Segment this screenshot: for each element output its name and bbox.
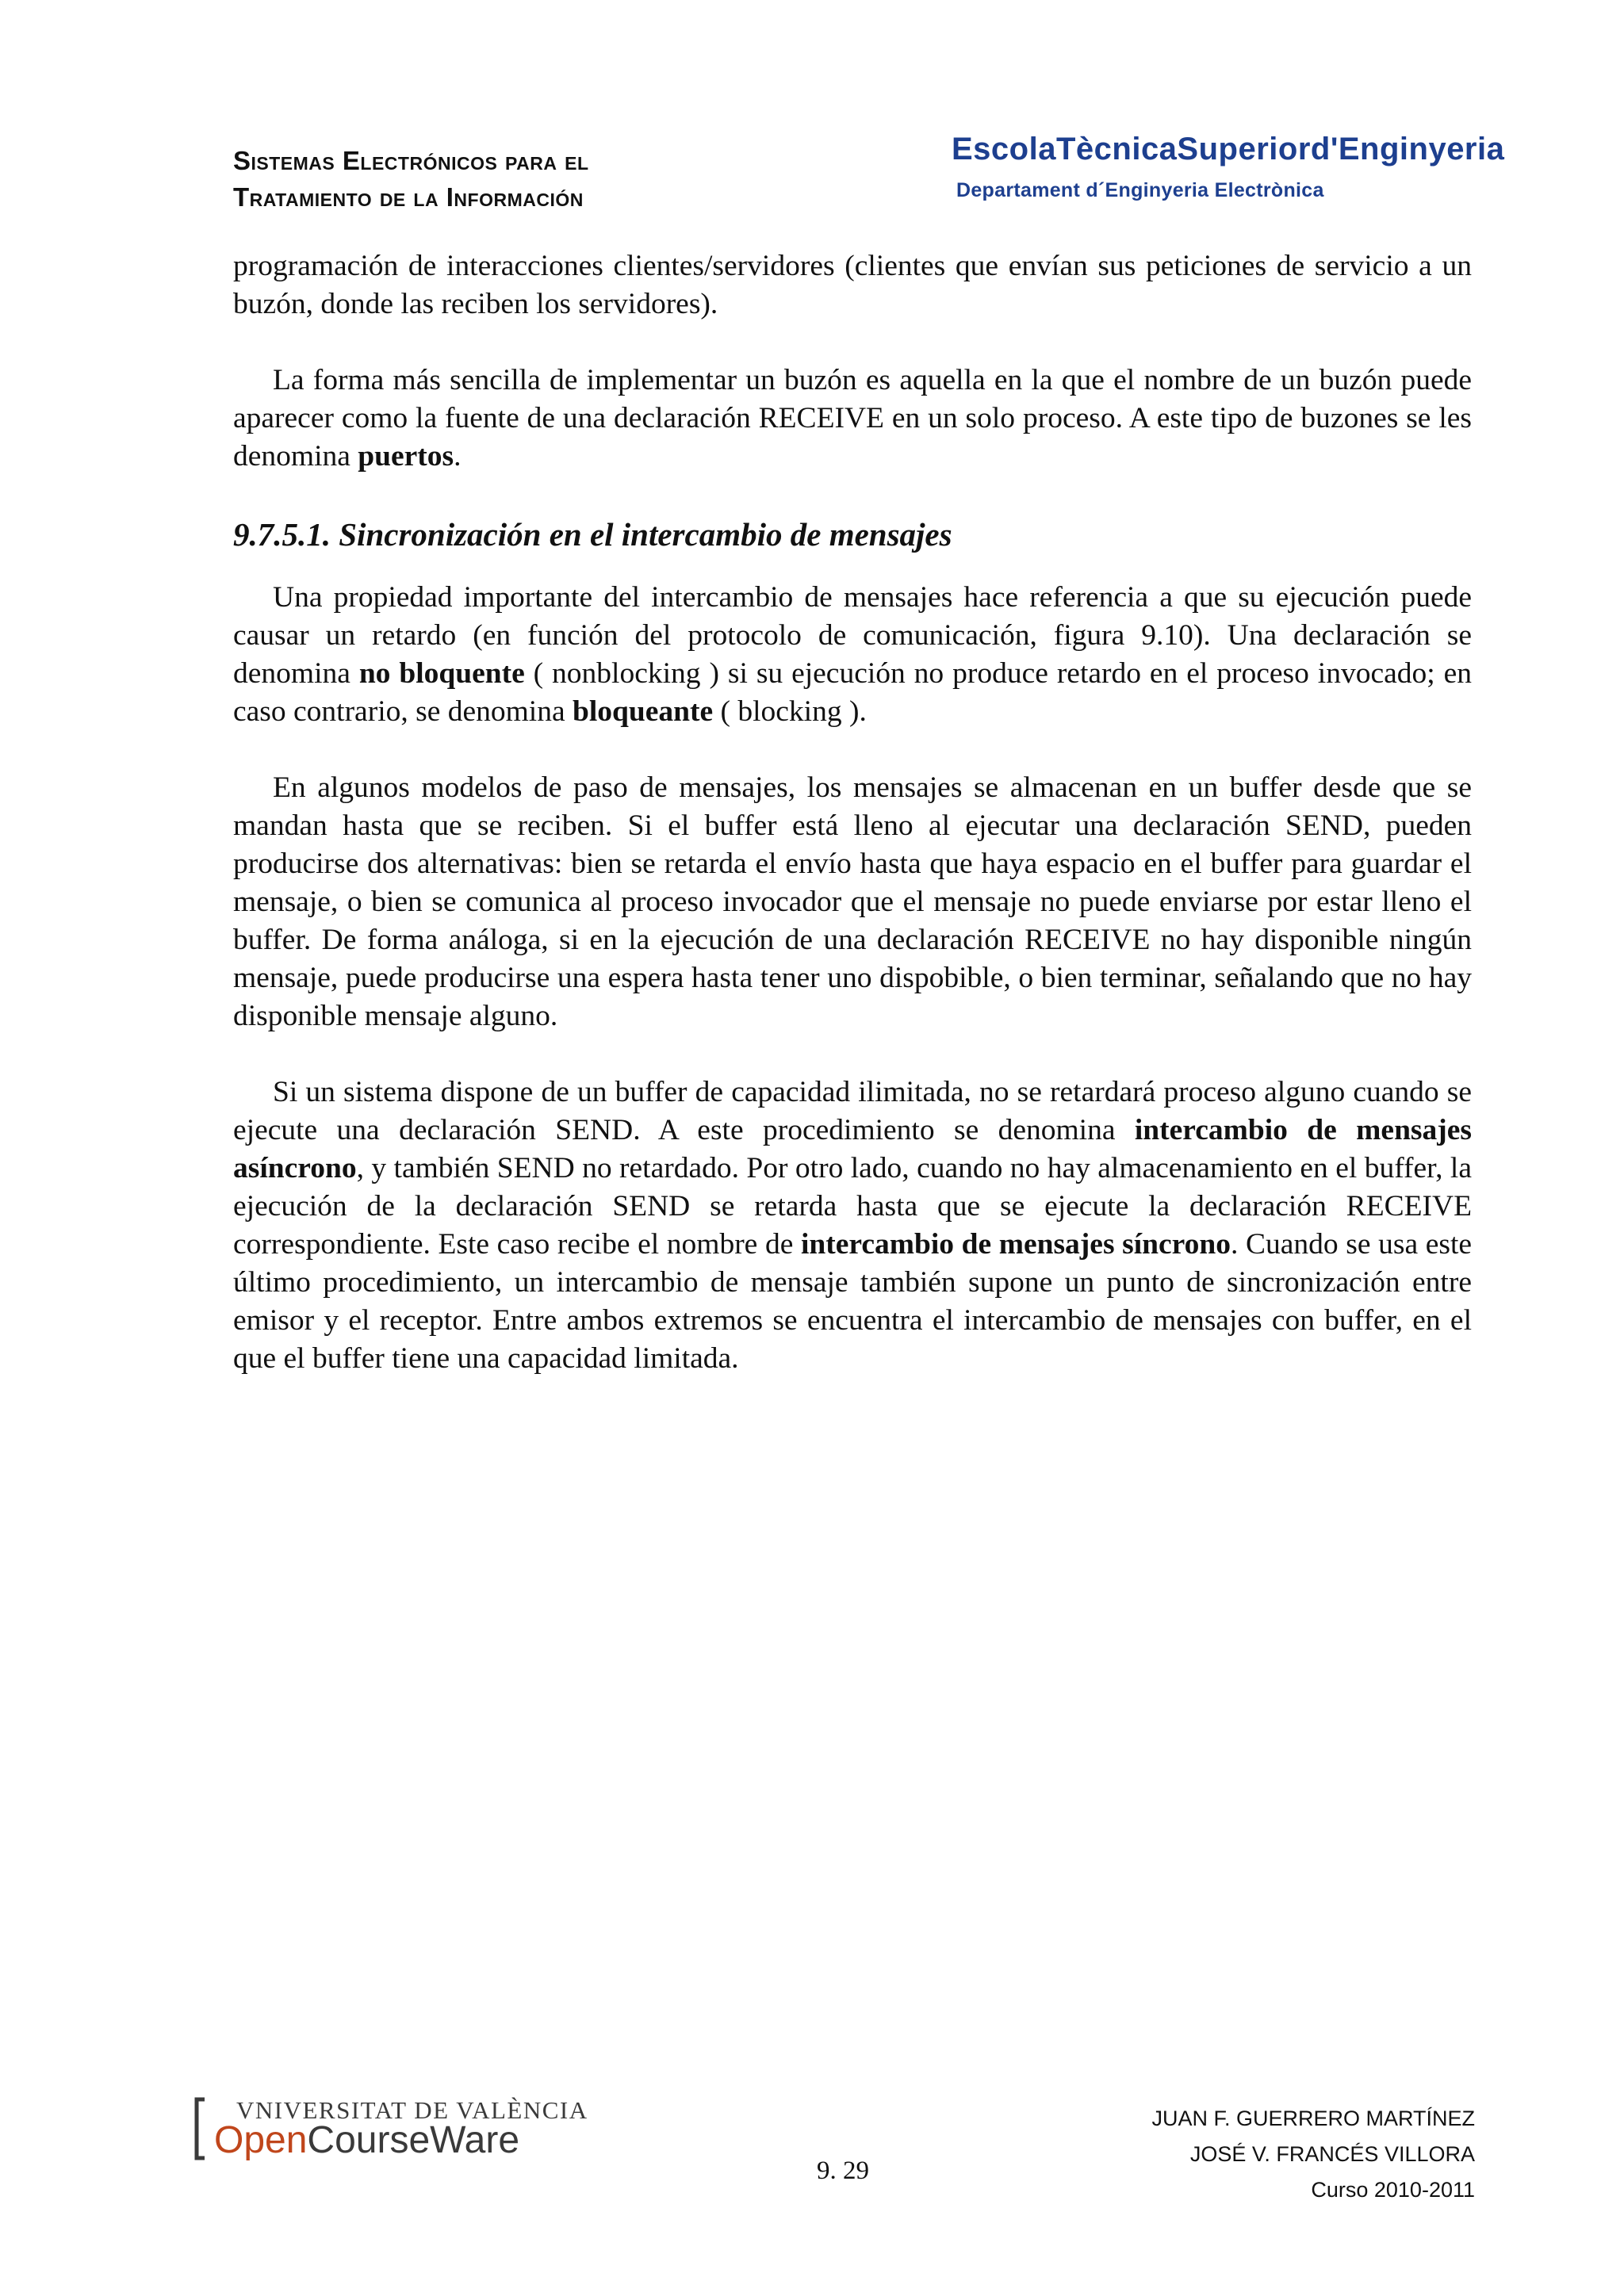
uv-logo-courseware: CourseWare [307, 2119, 520, 2161]
term-intercambio-sincrono: intercambio de mensajes síncrono [800, 1228, 1231, 1261]
etse-logo-text: EscolaTècnicaSuperiord'Enginyeria [952, 132, 1505, 166]
author-2: JOSÉ V. FRANCÉS VILLORA [1189, 2142, 1475, 2166]
course-title-line1: Sistemas Electrónicos para el [233, 146, 589, 175]
term-no-bloquente: no bloquente [358, 657, 525, 690]
authors-block [1151, 2101, 1475, 2208]
paragraph-2-text: La forma más sencilla de implementar un buzón es aquella en la que el nombre de un buzón puede aparecer como la fuente de una declaración RECEIVE en un solo proceso. A este tipo de buzones se les denomina [233, 364, 1472, 473]
paragraph-5-text: Si un sistema dispone de un buffer de capacidad ilimitada, no se retardará proceso alguno cuando se ejecute una declaración SEND. A este procedimiento se denomina [233, 1076, 1472, 1146]
main-content [233, 247, 1472, 1416]
course-title [233, 143, 589, 216]
term-puertos: puertos [358, 440, 454, 473]
section-heading: 9.7.5.1. Sincronización en el intercambio de mensajes [233, 516, 952, 553]
term-intercambio-asincrono: intercambio de mensajes asíncrono [233, 1114, 1472, 1184]
course-title-line2: Tratamiento de la Información [233, 182, 584, 212]
paragraph-4: En algunos modelos de paso de mensajes, los mensajes se almacenan en un buffer desde que se mandan hasta que se reciben. Si el buffer está lleno al ejecutar una declaración SEND, pueden producirse dos alternativas: bien se retarda el envío hasta que haya espacio en el buffer para guardar el mensaje, o bien se comunica al proceso invocador que el mensaje no puede enviarse por estar lleno el buffer. De forma análoga, si en la ejecución de una declaración RECEIVE no hay disponible ningún mensaje, puede producirse una espera hasta tener uno dispobible, o bien terminar, señalando que no hay disponible mensaje alguno. [233, 771, 1472, 1032]
uv-logo-open: Open [214, 2119, 308, 2161]
paragraph-3 [233, 579, 1472, 731]
paragraph-5-end: . Cuando se usa este último procedimiento, un intercambio de mensaje también supone un punto de sincronización entre emisor y el receptor. Entre ambos extremos se encuentra el intercambio de mensajes con buffer, en el que el buffer tiene una capacidad limitada. [233, 1228, 1473, 1375]
paragraph-3-end: ( blocking ). [713, 695, 867, 728]
page-number: 9. 29 [817, 2156, 869, 2185]
paragraph-3-mid: ( nonblocking ) si su ejecución no produce retardo en el proceso invocado; en caso contrario, se denomina [233, 657, 1472, 728]
paragraph-3-text: Una propiedad importante del intercambio de mensajes hace referencia a que su ejecución puede causar un retardo (en función del protocolo de comunicación, figura 9.10). Una declaración se denomina [233, 581, 1472, 690]
author-1: JUAN F. GUERRERO MARTÍNEZ [1151, 2107, 1475, 2130]
course-year: Curso 2010-2011 [1311, 2178, 1475, 2202]
paragraph-5-mid: , y también SEND no retardado. Por otro lado, cuando no hay almacenamiento en el buffer, la ejecución de la declaración SEND se retarda hasta que se ejecute la declaración RECEIVE correspondiente. Este caso recibe el nombre de [233, 1152, 1472, 1261]
paragraph-1: programación de interacciones clientes/servidores (clientes que envían sus peticiones de servicio a un buzón, donde las reciben los servidores). [233, 250, 1472, 320]
etse-department: Departament d´Enginyeria Electrònica [956, 179, 1324, 201]
paragraph-5 [233, 1073, 1472, 1378]
term-bloqueante: bloqueante [572, 695, 714, 728]
uv-logo-top: VNIVERSITAT DE VALÈNCIA [236, 2096, 588, 2124]
paragraph-2-end: . [454, 440, 462, 473]
paragraph-2 [233, 362, 1472, 476]
uv-logo-ocw [214, 2118, 519, 2162]
